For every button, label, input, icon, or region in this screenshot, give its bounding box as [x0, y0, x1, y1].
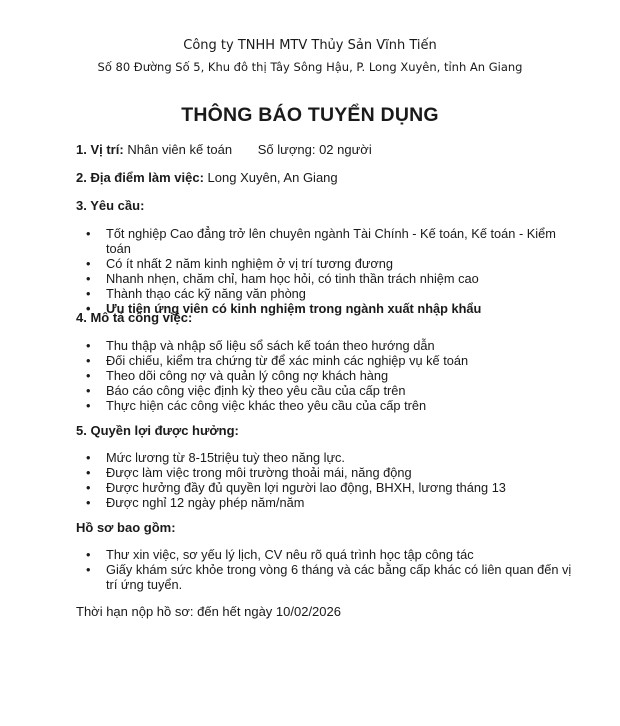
job-description-item: • Theo dõi công nợ và quản lý công nợ khách hàng: [76, 368, 576, 383]
job-description-list: [76, 338, 576, 413]
benefit-item: • Mức lương từ 8-15triệu tuỳ theo năng lực.: [76, 450, 576, 465]
documents-heading: Hồ sơ bao gồm:: [76, 520, 176, 535]
requirement-item: • Có ít nhất 2 năm kinh nghiệm ở vị trí tương đương: [76, 256, 576, 271]
benefits-list: [76, 450, 576, 510]
requirement-item: • Tốt nghiệp Cao đẳng trở lên chuyên ngành Tài Chính - Kế toán, Kế toán - Kiểm toán: [76, 226, 576, 256]
requirement-item-priority: • Ưu tiên ứng viên có kinh nghiệm trong ngành xuất nhập khẩu: [76, 301, 576, 316]
document-item: • Giấy khám sức khỏe trong vòng 6 tháng và các bằng cấp khác có liên quan đến vị trí ứng tuyển.: [76, 562, 576, 592]
job-description-item: • Báo cáo công việc định kỳ theo yêu cầu của cấp trên: [76, 383, 576, 398]
requirement-item: • Thành thạo các kỹ năng văn phòng: [76, 286, 576, 301]
quantity-label: Số lượng:: [257, 142, 316, 157]
requirement-item: • Nhanh nhẹn, chăm chỉ, ham học hỏi, có tinh thần trách nhiệm cao: [76, 271, 576, 286]
application-deadline: Thời hạn nộp hồ sơ: đến hết ngày 10/02/2026: [76, 604, 341, 619]
location-value: Long Xuyên, An Giang: [207, 170, 338, 185]
position-value: Nhân viên kế toán: [127, 142, 233, 157]
position-line: [76, 142, 372, 158]
quantity-value: 02 người: [319, 142, 372, 157]
position-label: 1. Vị trí:: [76, 142, 124, 157]
job-description-item: • Thực hiện các công việc khác theo yêu cầu của cấp trên: [76, 398, 576, 413]
job-description-item: • Đối chiếu, kiểm tra chứng từ để xác minh các nghiệp vụ kế toán: [76, 353, 576, 368]
company-address: Số 80 Đường Số 5, Khu đô thị Tây Sông Hậu, P. Long Xuyên, tỉnh An Giang: [97, 60, 523, 74]
benefit-item: • Được nghỉ 12 ngày phép năm/năm: [76, 495, 576, 510]
benefit-item: • Được hưởng đầy đủ quyền lợi người lao động, BHXH, lương tháng 13: [76, 480, 576, 495]
benefits-heading: 5. Quyền lợi được hưởng:: [76, 423, 239, 438]
requirements-heading: 3. Yêu cầu:: [76, 198, 145, 213]
benefit-item: • Được làm việc trong môi trường thoải mái, năng động: [76, 465, 576, 480]
documents-list: [76, 547, 576, 592]
job-description-heading: 4. Mô tả công việc:: [76, 310, 193, 325]
document-item: • Thư xin việc, sơ yếu lý lịch, CV nêu rõ quá trình học tập công tác: [76, 547, 576, 562]
location-line: [76, 170, 338, 186]
company-name: Công ty TNHH MTV Thủy Sản Vĩnh Tiến: [183, 38, 437, 53]
location-label: 2. Địa điểm làm việc:: [76, 170, 204, 185]
requirements-list: [76, 226, 576, 316]
job-description-item: • Thu thập và nhập số liệu sổ sách kế toán theo hướng dẫn: [76, 338, 576, 353]
document-title: THÔNG BÁO TUYỂN DỤNG: [181, 104, 439, 126]
